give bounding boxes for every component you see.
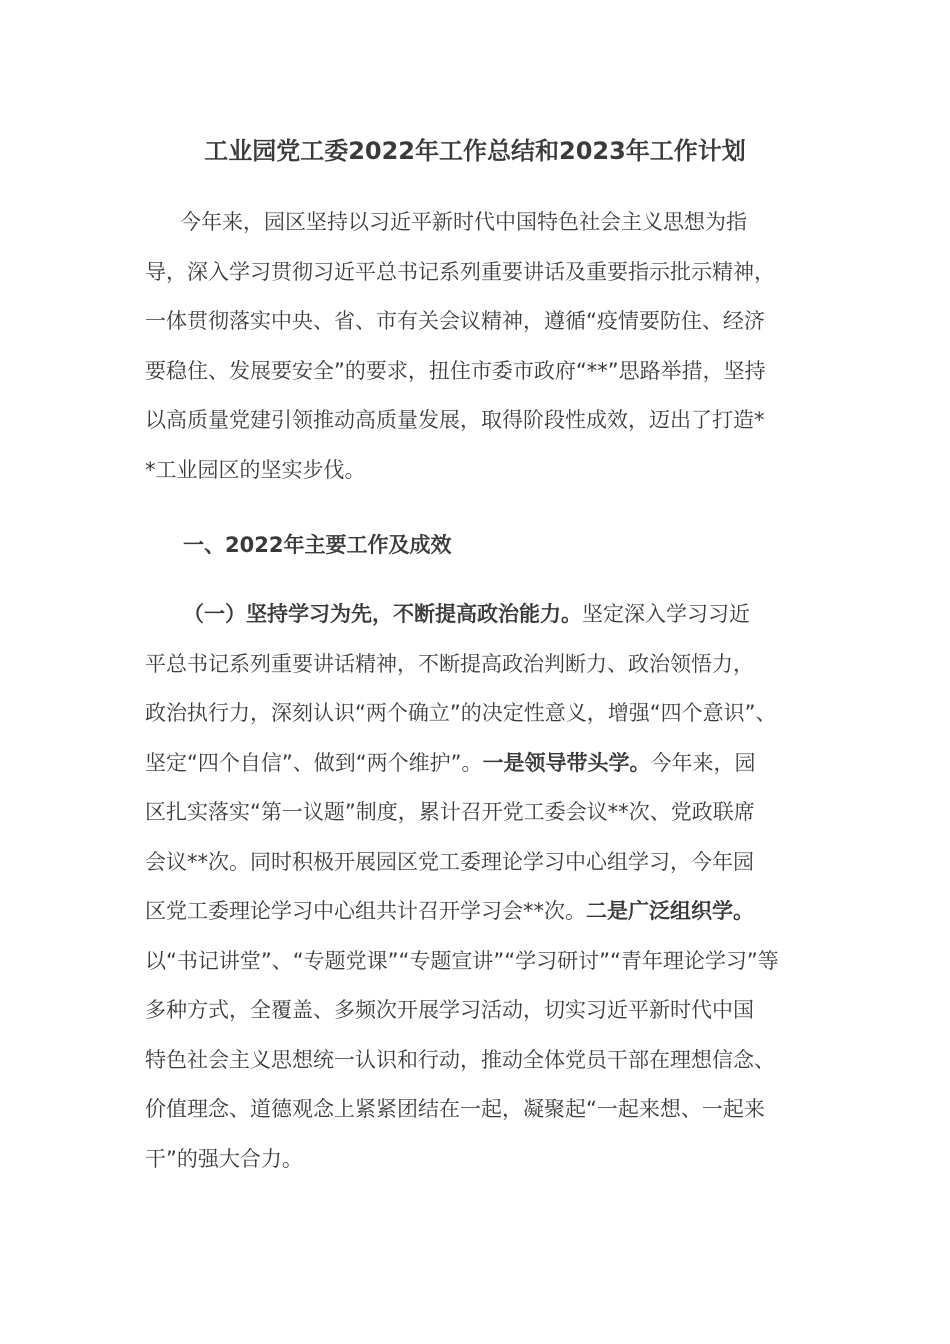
point-lead: 一是领导带头学。 bbox=[482, 750, 651, 775]
body-line: 多种方式，全覆盖、多频次开展学习活动，切实习近平新时代中国 bbox=[145, 998, 754, 1022]
body-line bbox=[145, 739, 825, 789]
body-text: 坚定“四个自信”、做到“两个维护”。 bbox=[145, 750, 483, 775]
body-line: 以“书记讲堂”、“专题党课”“专题宣讲”“学习研讨”“青年理论学习”等 bbox=[145, 948, 779, 973]
point-lead: 二是广泛组织学。 bbox=[586, 899, 754, 923]
intro-line: 导，深入学习贯彻习近平总书记系列重要讲话及重要指示批示精神， bbox=[145, 259, 775, 284]
section-heading: 一、2022年主要工作及成效 bbox=[183, 533, 452, 557]
intro-line: 一体贯彻落实中央、省、市有关会议精神，遵循“疫情要防住、经济 bbox=[145, 309, 765, 333]
document-title: 工业园党工委2022年工作总结和2023年工作计划 bbox=[204, 137, 746, 165]
body-line bbox=[145, 590, 825, 640]
body-text: 坚定深入学习习近 bbox=[582, 602, 750, 626]
body-line bbox=[145, 887, 825, 937]
body-text: 区党工委理论学习中心组共计召开学习会**次。 bbox=[145, 899, 586, 923]
body-line: 特色社会主义思想统一认识和行动，推动全体党员干部在理想信念、 bbox=[145, 1047, 775, 1072]
subsection-paragraph bbox=[145, 590, 825, 1184]
body-line: 干”的强大合力。 bbox=[145, 1146, 303, 1171]
body-line: 平总书记系列重要讲话精神，不断提高政治判断力、政治领悟力， bbox=[145, 651, 754, 676]
intro-line: *工业园区的坚实步伐。 bbox=[145, 457, 366, 482]
body-line: 价值理念、道德观念上紧紧团结在一起，凝聚起“一起来想、一起来 bbox=[145, 1097, 765, 1121]
intro-line: 今年来，园区坚持以习近平新时代中国特色社会主义思想为指 bbox=[180, 210, 747, 234]
body-line: 区扎实落实“第一议题”制度，累计召开党工委会议**次、党政联席 bbox=[145, 800, 755, 824]
body-text: 今年来，园 bbox=[650, 750, 756, 775]
body-line: 政治执行力，深刻认识“两个确立”的决定性意义，增强“四个意识”、 bbox=[145, 701, 777, 725]
intro-line: 要稳住、发展要安全”的要求，扭住市委市政府“**”思路举措，坚持 bbox=[145, 358, 766, 383]
intro-line: 以高质量党建引领推动高质量发展，取得阶段性成效，迈出了打造* bbox=[145, 408, 765, 432]
intro-paragraph bbox=[145, 198, 825, 495]
body-line: 会议**次。同时积极开展园区党工委理论学习中心组学习，今年园 bbox=[145, 849, 754, 874]
subsection-lead: （一）坚持学习为先，不断提高政治能力。 bbox=[183, 602, 582, 626]
